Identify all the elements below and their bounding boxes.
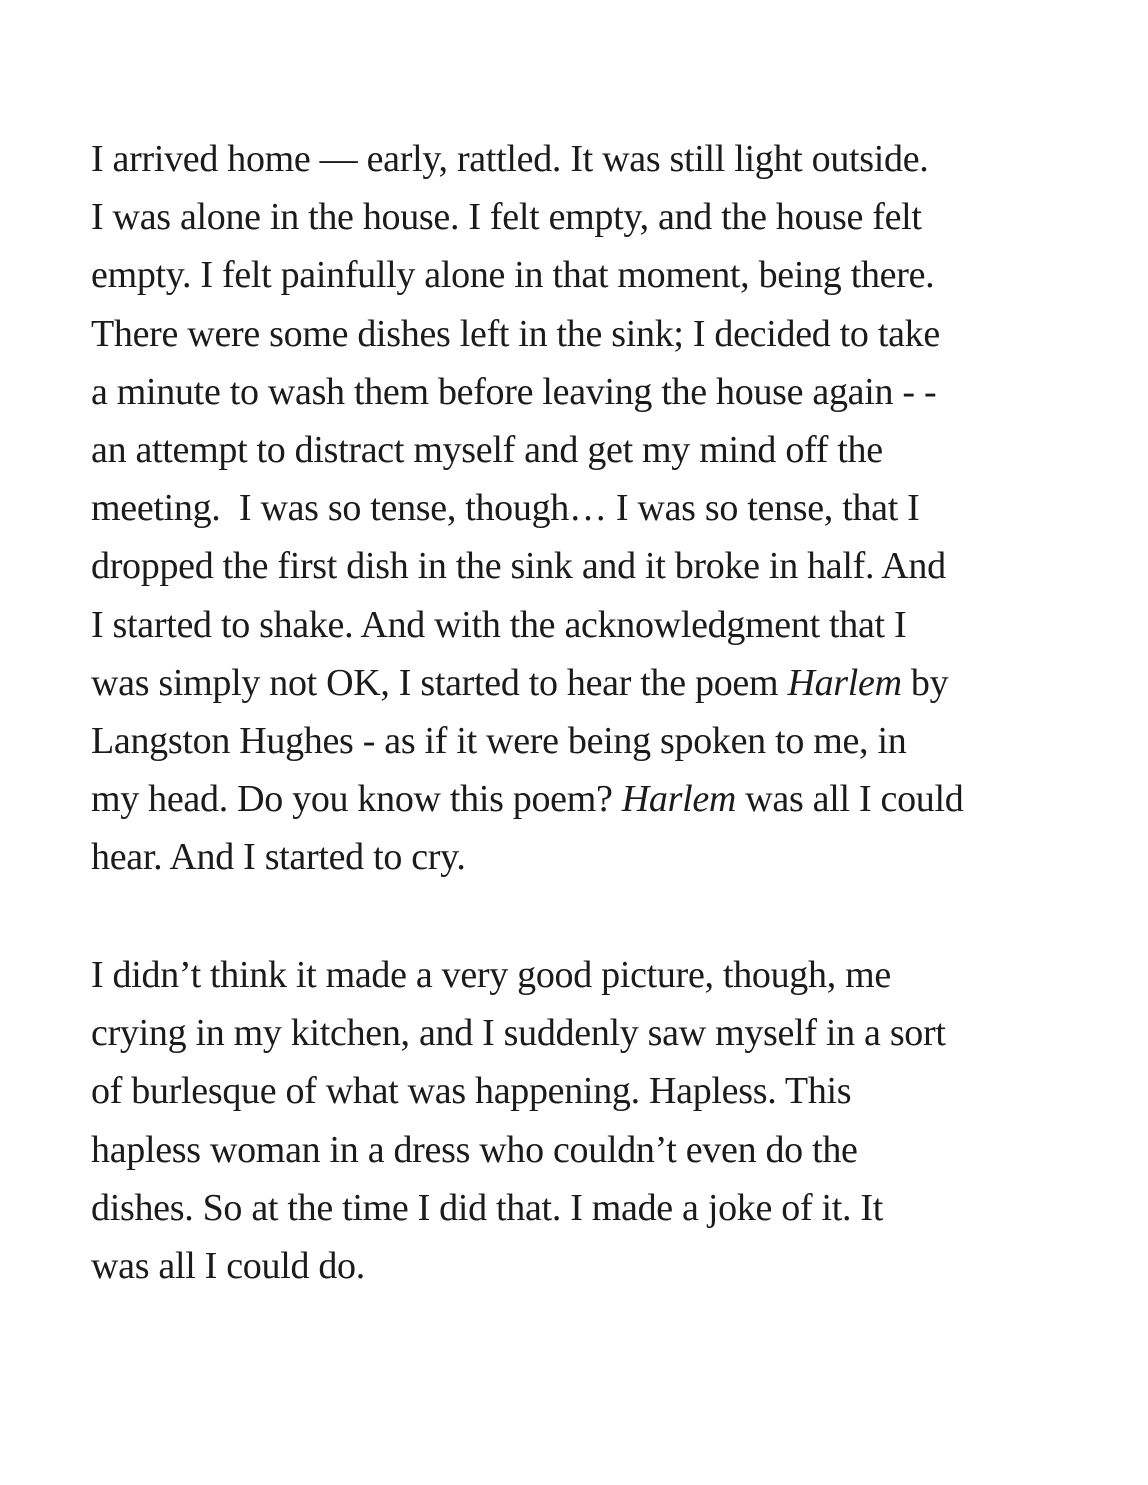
- text-line: empty. I felt painfully alone in that moment, being there.: [91, 254, 935, 297]
- text-line: I didn’t think it made a very good picture, though, me: [91, 954, 891, 996]
- text-line: crying in my kitchen, and I suddenly saw myself in a sort: [91, 1012, 946, 1055]
- text-line: [91, 770, 1081, 828]
- text-line: I arrived home — early, rattled. It was still light outside.: [91, 138, 929, 180]
- text-segment: by: [901, 661, 949, 704]
- text-line: a minute to wash them before leaving the house again - -: [91, 370, 937, 413]
- text-line: was all I could do.: [91, 1245, 365, 1288]
- text-line: I was alone in the house. I felt empty, and the house felt: [91, 196, 922, 239]
- poem-title-italic: Harlem: [787, 661, 902, 704]
- text-line: an attempt to distract myself and get my mind off the: [91, 429, 883, 472]
- text-line: dropped the first dish in the sink and it broke in half. And: [91, 545, 946, 588]
- text-line: meeting. I was so tense, though… I was so tense, that I: [91, 487, 920, 530]
- paragraph-1: [91, 130, 1081, 887]
- text-line: There were some dishes left in the sink; I decided to take: [91, 312, 940, 355]
- text-segment: was simply not OK, I started to hear the poem: [91, 661, 788, 704]
- text-line: of burlesque of what was happening. Hapless. This: [91, 1070, 852, 1113]
- text-line: hear. And I started to cry.: [91, 836, 466, 879]
- paragraph-2: [91, 946, 1081, 1295]
- text-line: Langston Hughes - as if it were being spoken to me, in: [91, 720, 907, 763]
- text-line: I started to shake. And with the acknowledgment that I: [91, 603, 907, 646]
- text-line: dishes. So at the time I did that. I made a joke of it. It: [91, 1186, 884, 1229]
- text-segment: my head. Do you know this poem?: [91, 778, 622, 821]
- text-line: [91, 654, 1081, 712]
- text-line: hapless woman in a dress who couldn’t even do the: [91, 1128, 858, 1171]
- text-segment: was all I could: [736, 778, 964, 821]
- poem-title-italic: Harlem: [621, 778, 737, 821]
